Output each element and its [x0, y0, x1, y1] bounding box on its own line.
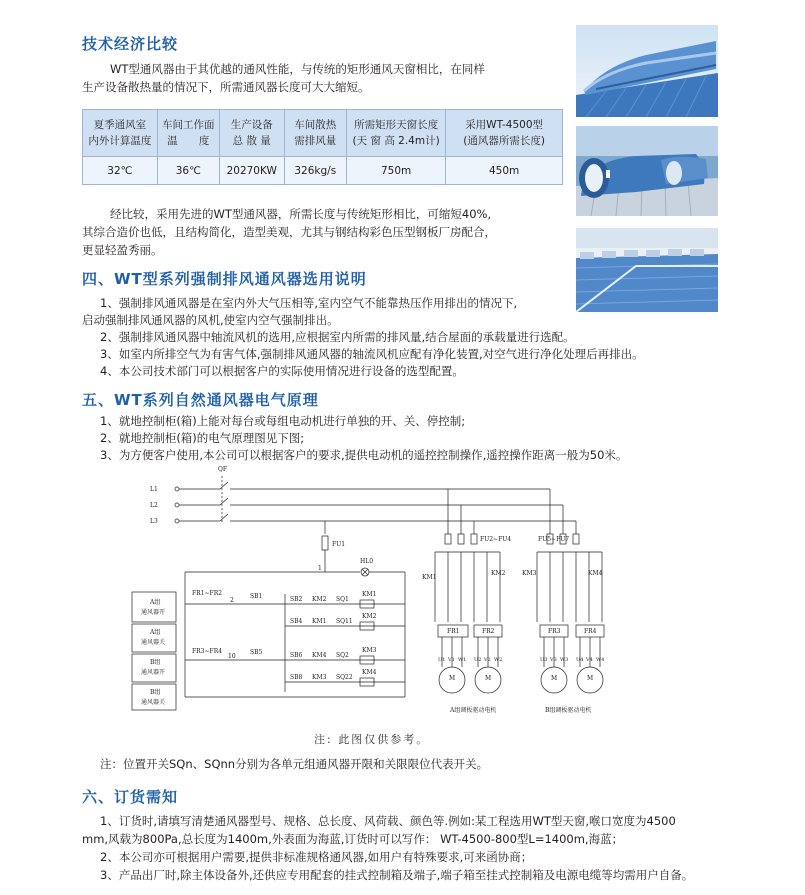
power-lines — [150, 466, 576, 525]
terminal-u3: U3 — [540, 657, 548, 663]
svg-text:SB1: SB1 — [250, 593, 263, 600]
svg-text:KM1: KM1 — [362, 591, 377, 598]
svg-text:SQ1: SQ1 — [336, 596, 349, 603]
terminal-labels — [438, 657, 604, 663]
terminal-v4: V4 — [586, 657, 593, 663]
svg-text:1: 1 — [318, 565, 322, 572]
fr4-label: FR4 — [584, 628, 597, 635]
fr1-fr2-label: FR1~FR2 — [192, 590, 223, 597]
box-b-close-label: B组 — [150, 689, 161, 696]
table-cell: 750m — [347, 157, 446, 185]
section-title-5: 五、WT系列自然通风器电气原理 — [82, 391, 319, 409]
table-header-cell: 采用WT-4500型 (通风器所需长度) — [446, 110, 563, 157]
terminal-u2: U2 — [474, 657, 482, 663]
roof-photo-3 — [576, 228, 718, 312]
motor-branch-b — [522, 489, 604, 714]
qf-label: QF — [218, 466, 228, 473]
motor-caption-a: A组调板驱动电机 — [450, 707, 497, 714]
terminal-u1: U1 — [438, 657, 446, 663]
intro-line-1: WT型通风器由于其优越的通风性能，与传统的矩形通风天窗相比，在同样 — [110, 62, 485, 76]
section4-line-4: 3、如室内所排空气为有害气体,强制排风通风器的轴流风机应配有净化装置,对空气进行净化处理后再排出。 — [100, 347, 644, 361]
control-rungs — [285, 591, 405, 686]
svg-text:KM3: KM3 — [312, 674, 327, 681]
fu1-label: FU1 — [332, 541, 346, 548]
terminal-v2: V2 — [484, 657, 491, 663]
section4-line-3: 2、强制排风通风器中轴流风机的选用,应根据室内所需的排风量,结合屋面的承载量进行选配。 — [100, 330, 575, 344]
motor-2-label: M — [485, 675, 492, 682]
roof-photo-2 — [576, 126, 718, 216]
km1-label: KM1 — [422, 574, 437, 581]
motor-3-label: M — [551, 675, 558, 682]
svg-text:SB4: SB4 — [290, 618, 303, 625]
table-header-cell: 生产设备 总 散 量 — [219, 110, 284, 157]
svg-text:SQ11: SQ11 — [336, 618, 353, 625]
section6-line-2: mm,风载为800Pa,总长度为1400m,外表面为海蓝,订货时可以写作： WT-4500-800型L=1400m,海蓝； — [82, 832, 624, 846]
table-cell: 326kg/s — [284, 157, 346, 185]
line-label-l3: L3 — [150, 518, 158, 525]
svg-text:SB8: SB8 — [290, 674, 303, 681]
table-cell: 36℃ — [157, 157, 219, 185]
motor-4-label: M — [587, 675, 594, 682]
fr3-fr4-label: FR3~FR4 — [192, 648, 223, 655]
fr3-label: FR3 — [548, 628, 561, 635]
terminal-w3: W3 — [560, 657, 569, 663]
table-header-row — [83, 110, 563, 157]
diagram-note: 注: 此图仅供参考。 — [314, 733, 430, 746]
roof-photo-1 — [576, 25, 718, 117]
svg-text:SB2: SB2 — [290, 596, 303, 603]
svg-text:SB5: SB5 — [250, 649, 263, 656]
fr2-label: FR2 — [482, 628, 495, 635]
terminal-u4: U4 — [576, 657, 584, 663]
section6-line-3: 2、本公司亦可根据用户需要,提供非标准规格通风器,如用户有特殊要求,可来函协商； — [100, 850, 533, 864]
svg-text:KM2: KM2 — [312, 596, 327, 603]
svg-text:KM3: KM3 — [362, 647, 377, 654]
motor-1-label: M — [449, 675, 456, 682]
table-header-cell: 车间工作面 温 度 — [157, 110, 219, 157]
box-a-close-label: A组 — [150, 629, 161, 636]
terminal-v1: V1 — [448, 657, 455, 663]
box-a-close-text: 通风器关 — [141, 639, 166, 646]
box-a-open-label: A组 — [150, 599, 161, 606]
section-title-tech: 技术经济比较 — [82, 35, 179, 53]
terminal-v3: V3 — [550, 657, 557, 663]
fu2-fu4-label: FU2~FU4 — [480, 536, 512, 543]
terminal-w4: W4 — [596, 657, 605, 663]
section4-line-2: 启动强制排风通风器的风机,使室内空气强制排出。 — [82, 313, 339, 327]
table-header-cell: 夏季通风室 内外计算温度 — [83, 110, 158, 157]
svg-text:SQ22: SQ22 — [336, 674, 353, 681]
table-row — [83, 157, 563, 185]
intro-line-2: 生产设备散热量的情况下，所需通风器长度可大大缩短。 — [82, 80, 370, 94]
table-cell: 20270KW — [219, 157, 284, 185]
comparison-table — [82, 109, 563, 185]
section-title-6: 六、订货需知 — [82, 788, 179, 806]
table-header-cell: 所需矩形天窗长度 (天 窗 高 2.4m计) — [347, 110, 446, 157]
section6-line-1: 1、订货时,请填写清楚通风器型号、规格、总长度、风荷载、颜色等.例如:某工程选用WT型天窗,喉口宽度为4500 — [100, 814, 676, 828]
svg-text:KM4: KM4 — [312, 652, 327, 659]
svg-text:SQ2: SQ2 — [336, 652, 349, 659]
motor-caption-b: B组调板驱动电机 — [545, 707, 592, 714]
section5-line-1: 1、就地控制柜(箱)上能对每台或每组电动机进行单独的开、关、停控制; — [100, 414, 466, 428]
svg-text:KM1: KM1 — [312, 618, 327, 625]
table-cell: 450m — [446, 157, 563, 185]
motor-branch-a — [422, 489, 511, 714]
conclusion-line-2: 其综合造价也低，且结构简化，造型美观，尤其与钢结构彩色压型钢板厂房配合， — [82, 225, 496, 239]
line-label-l1: L1 — [150, 486, 158, 493]
km4-label: KM4 — [588, 570, 603, 577]
section-title-4: 四、WT型系列强制排风通风器选用说明 — [82, 270, 367, 288]
switch-note: 注：位置开关SQn、SQnn分别为各单元组通风器开限和关限限位代表开关。 — [100, 757, 489, 771]
box-b-open-text: 通风器开 — [141, 669, 166, 676]
section4-line-1: 1、强制排风通风器是在室内外大气压相等,室内空气不能靠热压作用排出的情况下, — [100, 296, 518, 310]
section4-line-5: 4、本公司技术部门可以根据客户的实际使用情况进行设备的选型配置。 — [100, 364, 464, 378]
section5-line-3: 3、为方便客户使用,本公司可以根据客户的要求,提供电动机的遥控控制操作,遥控操作距离一般为50米。 — [100, 448, 628, 462]
svg-text:2: 2 — [230, 597, 234, 604]
conclusion-line-3: 更显轻盈秀丽。 — [82, 243, 163, 257]
svg-text:KM4: KM4 — [362, 669, 377, 676]
km3-label: KM3 — [522, 570, 537, 577]
svg-text:SB6: SB6 — [290, 652, 303, 659]
section5-line-2: 2、就地控制柜(箱)的电气原理图见下图; — [100, 431, 305, 445]
fr1-label: FR1 — [447, 628, 460, 635]
hl0-label: HL0 — [360, 558, 374, 565]
table-header-cell: 车间散热 需排风量 — [284, 110, 346, 157]
box-b-open-label: B组 — [150, 659, 161, 666]
control-group-boxes — [132, 592, 176, 710]
table-cell: 32℃ — [83, 157, 158, 185]
conclusion-line-1: 经比较，采用先进的WT型通风器，所需长度与传统矩形相比，可缩短40%, — [110, 207, 492, 221]
terminal-w2: W2 — [494, 657, 503, 663]
fu5-fu7-label: FU5~FU7 — [538, 536, 570, 543]
box-b-close-text: 通风器关 — [141, 699, 166, 706]
svg-text:10: 10 — [228, 653, 236, 660]
electrical-diagram — [120, 462, 610, 732]
svg-text:KM2: KM2 — [362, 613, 377, 620]
box-a-open-text: 通风器开 — [141, 609, 166, 616]
km2-label: KM2 — [491, 570, 506, 577]
section6-line-4: 3、产品出厂时,除主体设备外,还供应专用配套的挂式控制箱及端子,端子箱至挂式控制箱及电源电缆等均需用户自备。 — [100, 868, 694, 882]
terminal-w1: W1 — [458, 657, 467, 663]
line-label-l2: L2 — [150, 502, 158, 509]
